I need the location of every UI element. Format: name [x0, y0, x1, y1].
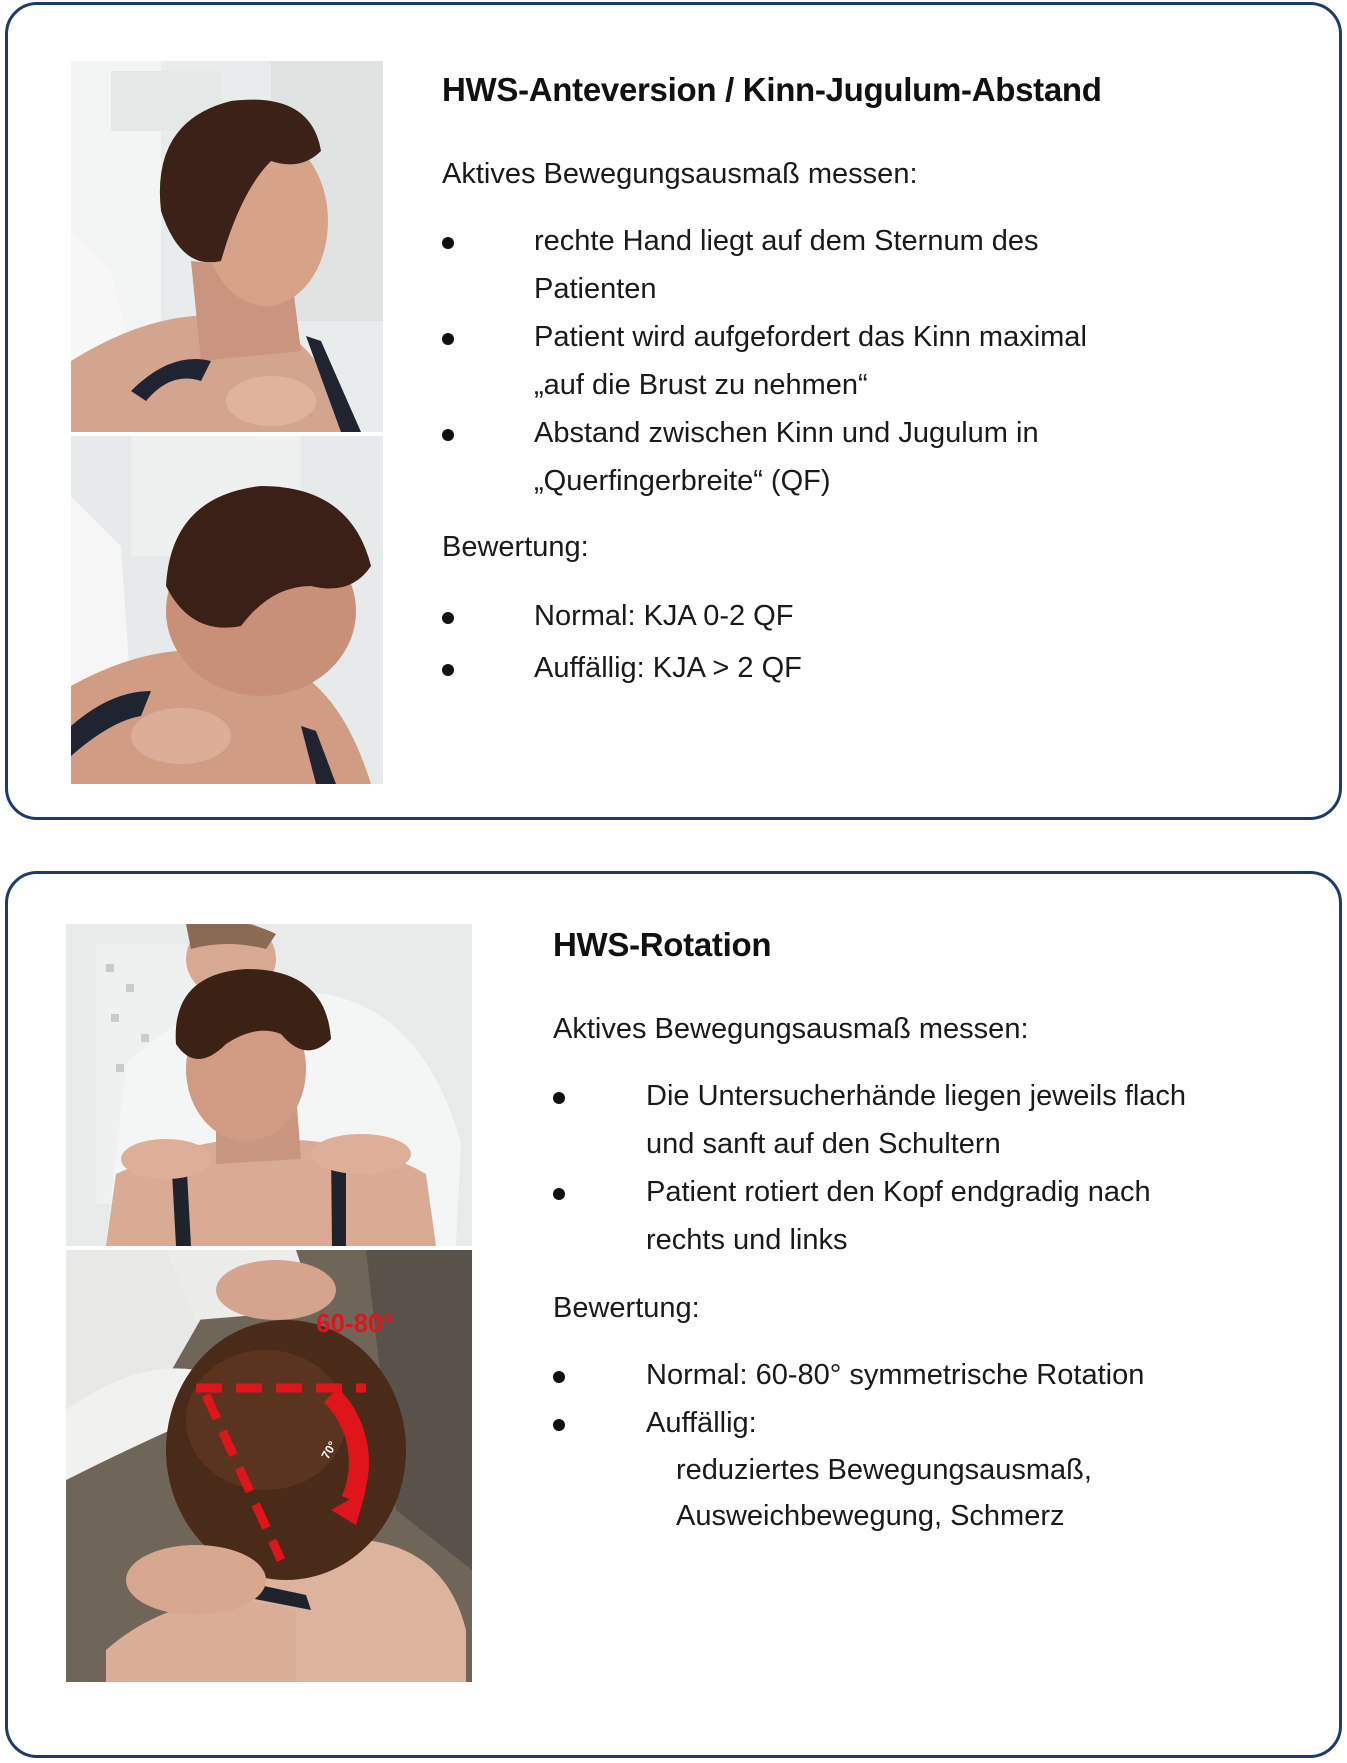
arc-label: 70° — [318, 1438, 340, 1462]
card-title: HWS-Anteversion / Kinn-Jugulum-Abstand — [442, 71, 1102, 108]
list-item: Abstand zwischen Kinn und Jugulum in „Querfingerbreite“ (QF) — [442, 409, 1322, 505]
rotation-card — [5, 871, 1342, 1758]
patient-rotation-front-photo — [66, 924, 472, 1246]
rating-list — [553, 1351, 1333, 1539]
bullet-icon — [442, 612, 454, 624]
measure-label: Aktives Bewegungsausmaß messen: — [553, 1013, 1029, 1045]
rating-label: Bewertung: — [553, 1292, 700, 1324]
bullet-icon — [553, 1371, 565, 1383]
patient-chin-to-chest-photo — [71, 436, 383, 784]
bullet-icon — [442, 664, 454, 676]
list-item: Auffällig: KJA > 2 QF — [442, 642, 1322, 694]
list-item: Normal: KJA 0-2 QF — [442, 590, 1322, 642]
rating-label: Bewertung: — [442, 531, 589, 563]
list-item: rechte Hand liegt auf dem Sternum des Patienten — [442, 217, 1322, 313]
list-item: Auffällig: reduziertes Bewegungsausmaß, Ausweichbewegung, Schmerz — [553, 1399, 1333, 1539]
bullet-icon — [442, 237, 454, 249]
list-item: Patient wird aufgefordert das Kinn maximal „auf die Brust zu nehmen“ — [442, 313, 1322, 409]
measure-list — [442, 217, 1322, 505]
list-item: Patient rotiert den Kopf endgradig nach rechts und links — [553, 1168, 1333, 1264]
bullet-icon — [553, 1419, 565, 1431]
angle-label: 60-80° — [316, 1308, 393, 1338]
card-title: HWS-Rotation — [553, 926, 772, 963]
list-item: Normal: 60-80° symmetrische Rotation — [553, 1351, 1333, 1399]
patient-side-view-photo — [71, 61, 383, 432]
measure-list — [553, 1072, 1333, 1264]
rating-list — [442, 590, 1322, 694]
anteversion-card — [5, 2, 1342, 820]
bullet-icon — [553, 1188, 565, 1200]
measure-label: Aktives Bewegungsausmaß messen: — [442, 158, 918, 190]
patient-rotation-top-photo — [66, 1250, 472, 1682]
bullet-icon — [442, 429, 454, 441]
anteversion-content — [442, 71, 1322, 694]
list-item: Die Untersucherhände liegen jeweils flach und sanft auf den Schultern — [553, 1072, 1333, 1168]
rotation-content — [553, 926, 1333, 1539]
bullet-icon — [553, 1092, 565, 1104]
bullet-icon — [442, 333, 454, 345]
